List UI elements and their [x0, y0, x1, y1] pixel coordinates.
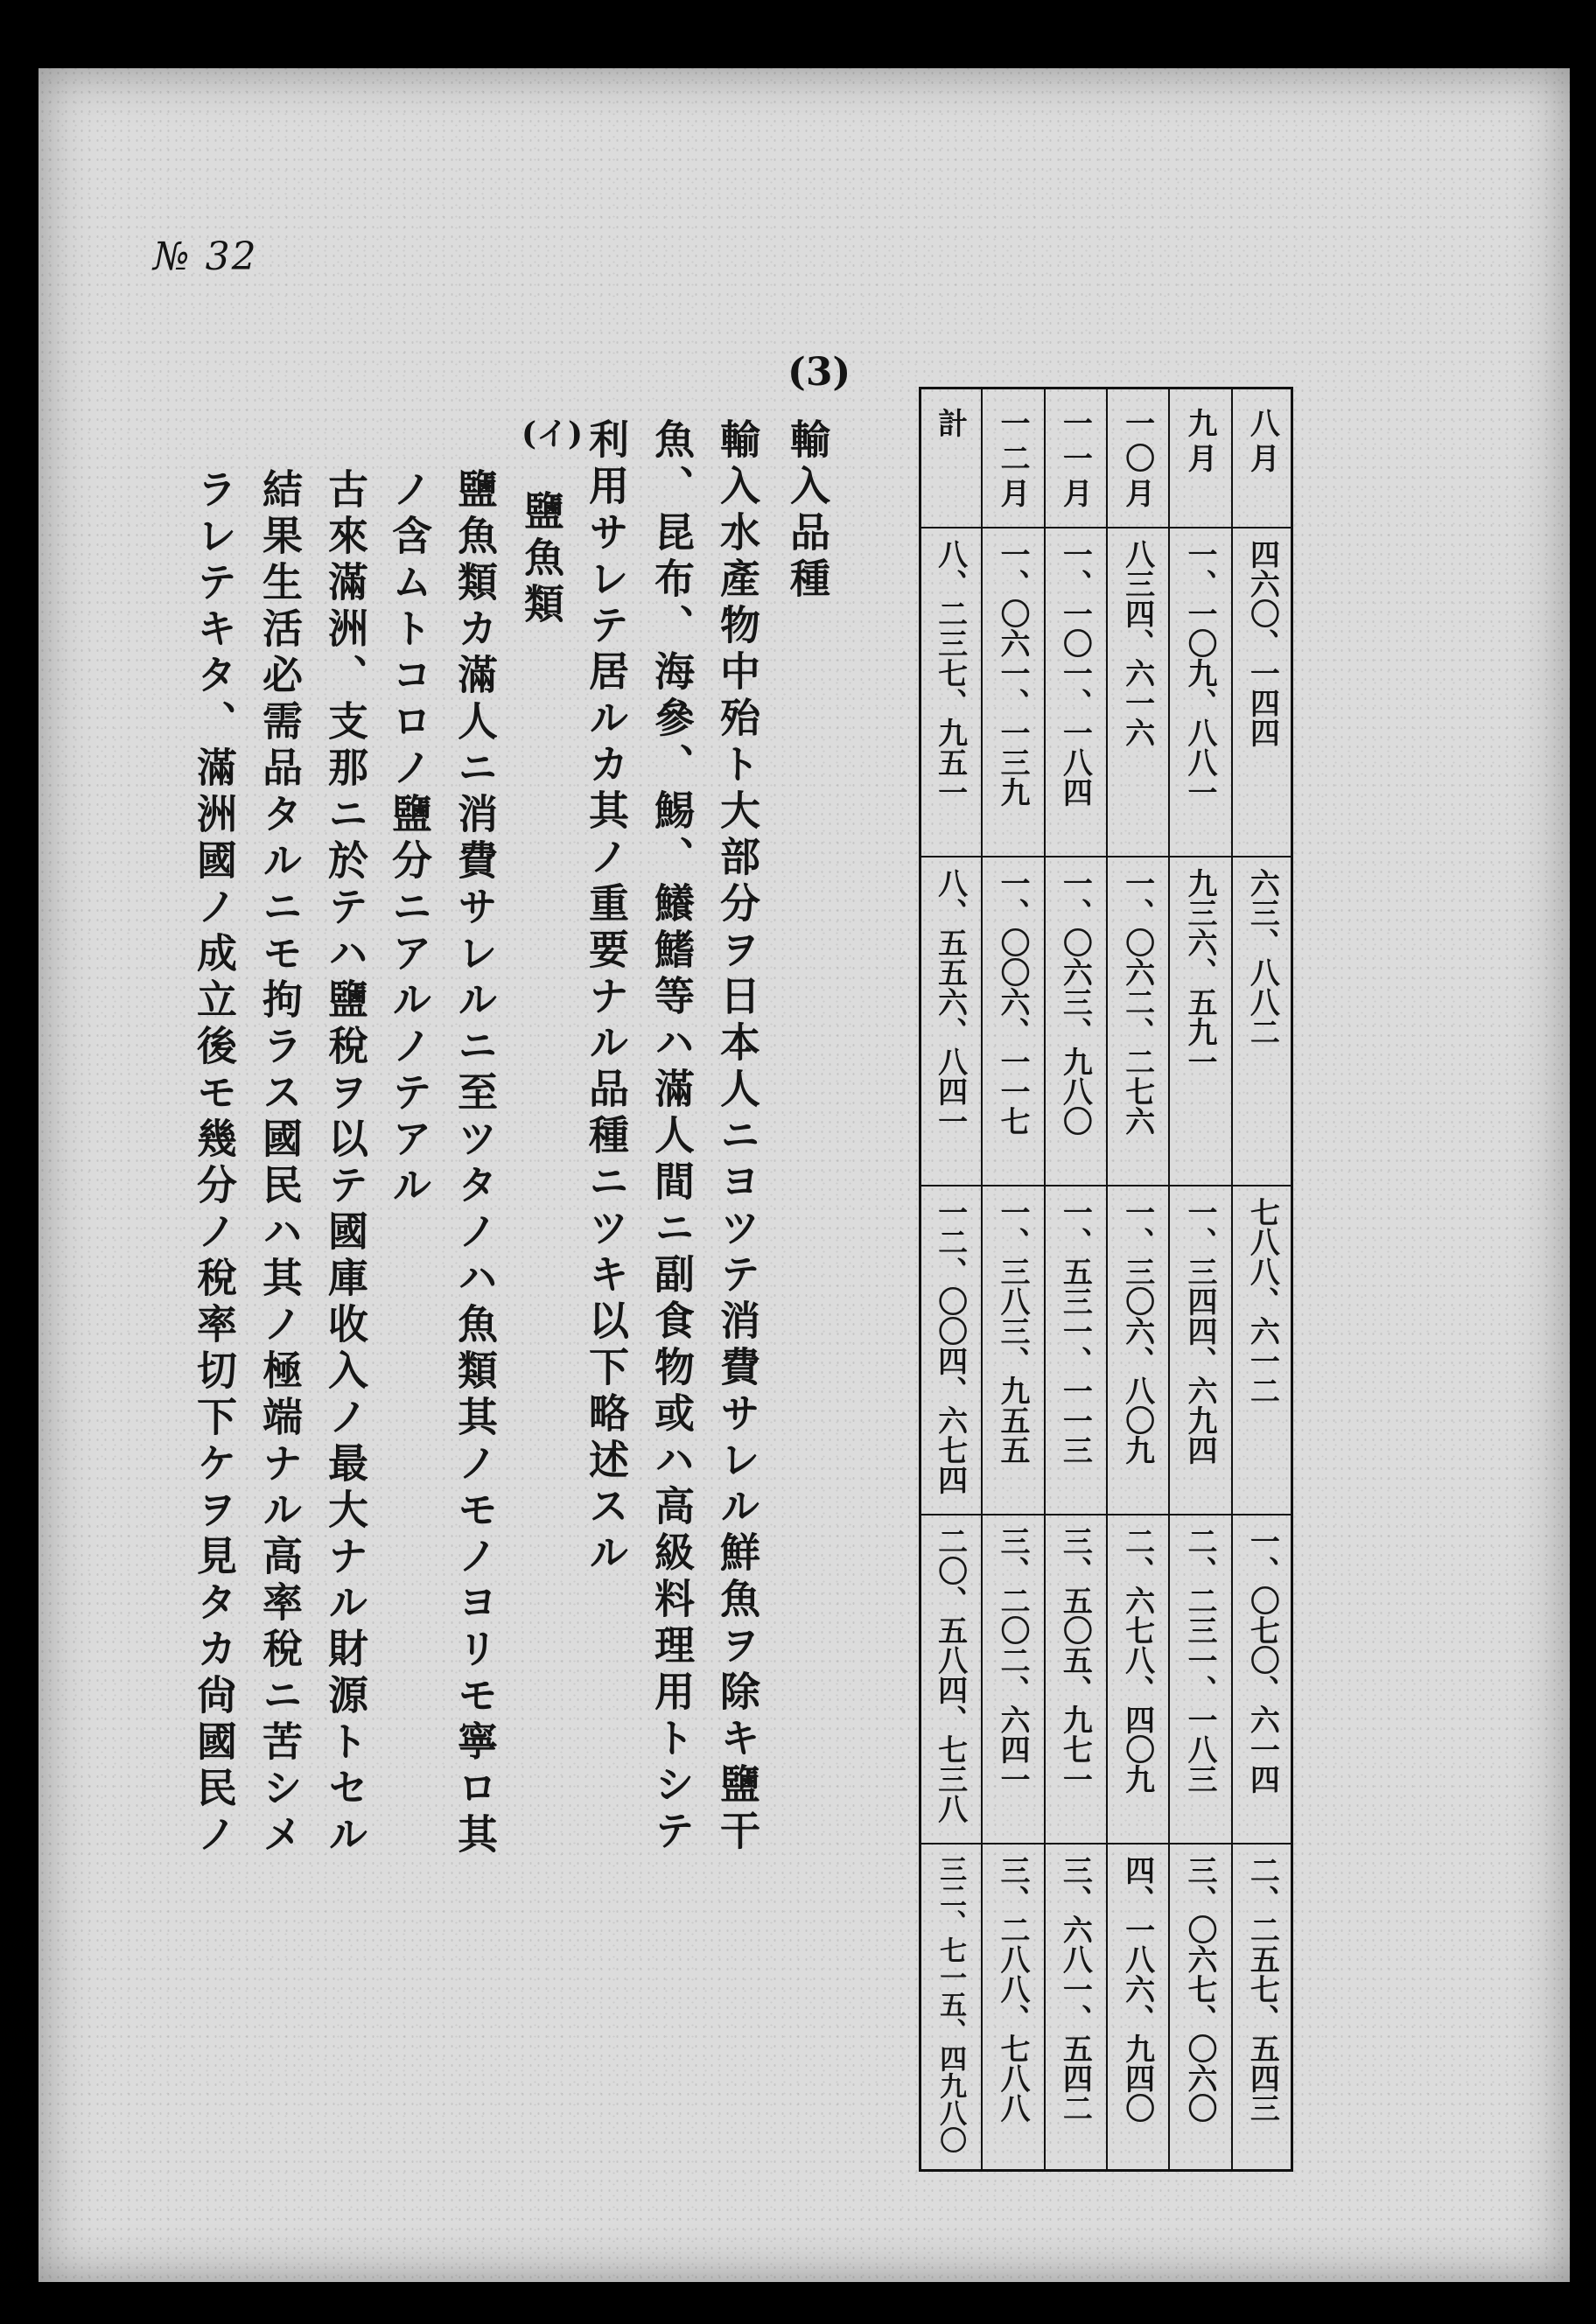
table-column-rule	[1231, 387, 1233, 2172]
folio-number: № 32	[153, 234, 258, 279]
table-cell: 四、一八六、九四〇	[1119, 1855, 1155, 2123]
table-cell: 九三六、五九一	[1182, 868, 1217, 1076]
table-cell: 一、一〇九、八八一	[1182, 539, 1217, 807]
table-cell: 六三、八八二	[1244, 868, 1280, 1046]
table-band-rule	[919, 856, 1293, 858]
table-band-rule	[919, 1185, 1293, 1186]
paragraph-column: 魚、昆布、海參、鯣、鱶鰭等ハ滿人間ニ副食物或ハ高級料理用トシテ	[648, 418, 696, 1856]
table-right-rule	[1291, 387, 1293, 2172]
table-cell: 三二、七一五、四九八〇	[934, 1855, 967, 2153]
table-band-rule	[919, 1514, 1293, 1516]
table-cell: 一二、〇〇四、六七四	[932, 1197, 968, 1494]
table-cell: 一、〇〇六、一一七	[995, 868, 1030, 1136]
subsection-column: 鹽魚類カ滿人ニ消費サレルニ至ツタノハ魚類其ノモノヨリモ寧ロ其	[452, 468, 499, 1859]
table-cell: 二、六七八、四〇九	[1119, 1526, 1155, 1794]
table-row-label: 一一月	[1057, 408, 1093, 513]
subsection-column: 結果生活必需品タルニモ拘ラス國民ハ其ノ極端ナル高率稅ニ苦シメ	[256, 468, 304, 1859]
table-column-rule	[1168, 387, 1170, 2172]
table-cell: 一、三八三、九五五	[995, 1197, 1030, 1465]
table-cell: 八、二三七、九五一	[932, 539, 968, 807]
paragraph-column: 輸入水產物中殆ト大部分ヲ日本人ニヨツテ消費サレル鮮魚ヲ除キ鹽干	[714, 418, 761, 1856]
table-cell: 四六〇、一四四	[1244, 539, 1280, 747]
import-statistics-table	[919, 387, 1293, 2172]
table-column-rule	[1106, 387, 1108, 2172]
table-cell: 二、二三一、一八三	[1182, 1526, 1217, 1794]
table-cell: 一、〇六三、九八〇	[1057, 868, 1093, 1136]
table-cell: 三、五〇五、九七一	[1057, 1526, 1093, 1794]
table-cell: 一、三四四、六九四	[1182, 1197, 1217, 1465]
table-cell: 一、〇六一、一三九	[995, 539, 1030, 807]
section-heading: 輸入品種	[784, 418, 831, 604]
table-column-rule	[1044, 387, 1046, 2172]
table-cell: 一、〇七〇、六一四	[1244, 1526, 1280, 1794]
table-cell: 三、二〇二、六四一	[995, 1526, 1030, 1794]
table-row-label: 九月	[1182, 408, 1217, 478]
table-row-label: 八月	[1244, 408, 1280, 478]
table-cell: 三、〇六七、〇六〇	[1182, 1855, 1217, 2123]
table-row-label: 一〇月	[1119, 408, 1155, 513]
table-header-rule	[919, 527, 1293, 528]
section-number: (3)	[788, 350, 851, 395]
table-cell: 八三四、六一六	[1119, 539, 1155, 747]
subsection-column: ノ含ムトコロノ鹽分ニアルノテアル	[386, 468, 433, 1210]
table-row-label: 計	[932, 408, 968, 438]
table-cell: 一、一〇一、一八四	[1057, 539, 1093, 807]
subsection-marker: (イ)	[522, 416, 584, 452]
table-band-rule	[919, 1843, 1293, 1844]
subsection-column: 古來滿洲、支那ニ於テハ鹽稅ヲ以テ國庫收入ノ最大ナル財源トセル	[322, 468, 369, 1859]
subsection-column: ラレテキタ、滿洲國ノ成立後モ幾分ノ稅率切下ケヲ見タカ尙國民ノ	[191, 468, 238, 1859]
table-cell: 二、二五七、五四三	[1244, 1855, 1280, 2123]
table-cell: 三、六八一、五四二	[1057, 1855, 1093, 2123]
table-cell: 三、二八八、七八八	[995, 1855, 1030, 2123]
table-cell: 一、五三一、一一三	[1057, 1197, 1093, 1465]
table-cell: 一、三〇六、八〇九	[1119, 1197, 1155, 1465]
table-cell: 二〇、五八四、七三八	[932, 1526, 968, 1824]
table-row-label: 一二月	[995, 408, 1030, 513]
subsection-title: 鹽魚類	[518, 490, 565, 629]
table-cell: 八、五五六、八四一	[932, 868, 968, 1136]
table-cell: 一、〇六二、二七六	[1119, 868, 1155, 1136]
table-column-rule	[981, 387, 983, 2172]
paragraph-column: 利用サレテ居ルカ其ノ重要ナル品種ニツキ以下略述スル	[583, 418, 630, 1578]
table-left-rule	[919, 387, 921, 2172]
table-cell: 七八八、六一二	[1244, 1197, 1280, 1405]
